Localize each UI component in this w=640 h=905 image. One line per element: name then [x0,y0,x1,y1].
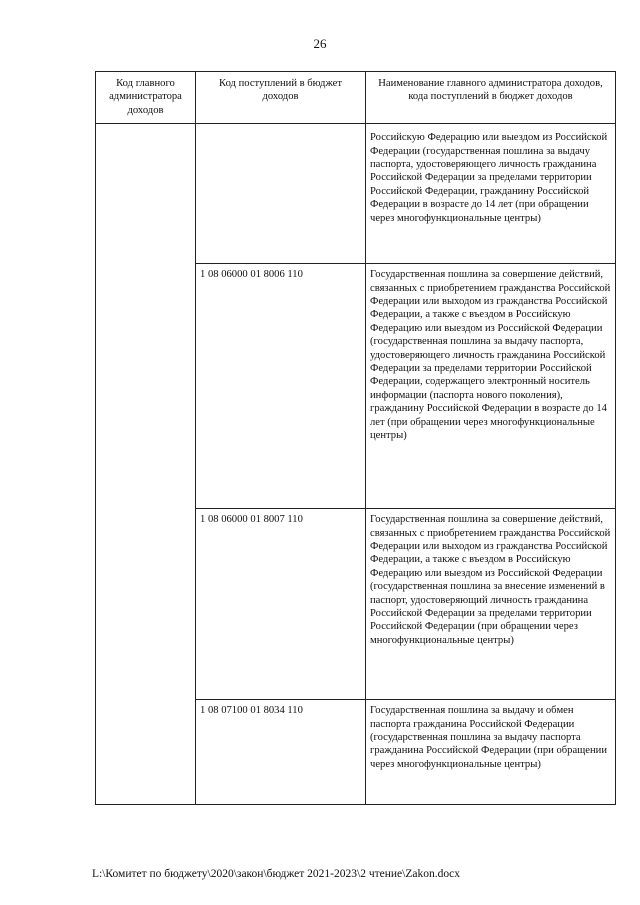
description-cell: Российскую Федерацию или выездом из Российской Федерации (государственная пошлина за выдачу паспорта, удостоверяющего личность гражданина Российской Федерации за пределами территории Российской Федерации, гражданину Российской Федерации в возрасте до 14 лет (при обращении через многофункциональные центры) [366,124,616,264]
header-revenue-code: Код поступлений в бюджет доходов [196,72,366,124]
table-row [96,124,616,264]
page-number: 26 [313,36,327,51]
description-cell: Государственная пошлина за совершение действий, связанных с приобретением гражданства Российской Федерации или выходом из гражданства Российской Федерации, а также с въездом в Российскую Федерацию или выездом из Российской Федерации (государственная пошлина за выдачу паспорта, удостоверяющего личность гражданина Российской Федерации за пределами территории Российской Федерации, содержащего электронный носитель информации (паспорта нового поколения), гражданину Российской Федерации в возрасте до 14 лет (при обращении через многофункциональные центры) [366,264,616,509]
revenue-code-cell: 1 08 07100 01 8034 110 [196,700,366,805]
admin-code-cell [96,124,196,805]
description-cell: Государственная пошлина за выдачу и обмен паспорта гражданина Российской Федерации (государственная пошлина за выдачу паспорта гражданина Российской Федерации (при обращении через многофункциональные центры) [366,700,616,805]
header-admin-code: Код главного администратора доходов [96,72,196,124]
description-cell: Государственная пошлина за совершение действий, связанных с приобретением гражданства Российской Федерации или выходом из гражданства Российской Федерации, а также с въездом в Российскую Федерацию или выездом из Российской Федерации (государственная пошлина за внесение изменений в паспорт, удостоверяющий личность гражданина Российской Федерации за пределами территории Российской Федерации (при обращении через многофункциональные центры) [366,509,616,700]
revenue-codes-table [95,71,616,805]
header-description: Наименование главного администратора доходов, кода поступлений в бюджет доходов [366,72,616,124]
table-header-row [96,72,616,124]
revenue-code-cell [196,124,366,264]
revenue-code-cell: 1 08 06000 01 8006 110 [196,264,366,509]
revenue-code-cell: 1 08 06000 01 8007 110 [196,509,366,700]
document-file-path: L:\Комитет по бюджету\2020\закон\бюджет 2021-2023\2 чтение\Zakon.docx [92,868,460,880]
